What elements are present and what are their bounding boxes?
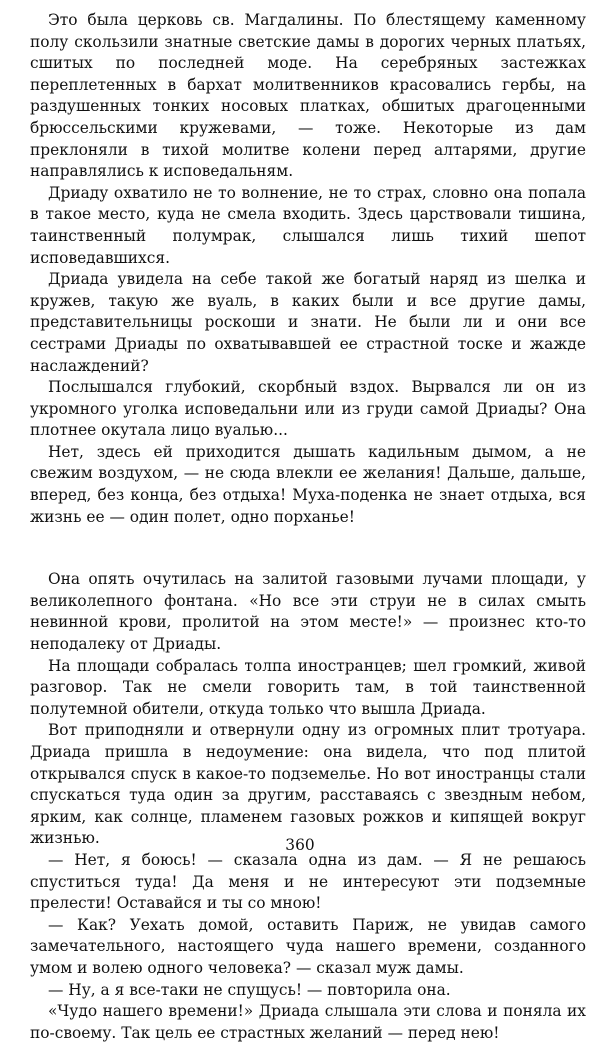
paragraph: Нет, здесь ей приходится дышать кадильным дымом, а не свежим воздухом, — не сюда влекли ее желания! Дальше, дальше, вперед, без конца, без отдыха! Муха-поденка не знает отдыха, вся жизнь ее — один полет, одно порханье! — [30, 442, 586, 526]
page-text — [30, 10, 586, 1044]
paragraph: — Как? Уехать домой, оставить Париж, не увидав самого замечательного, настоящего чуда нашего времени, созданного умом и волею одного человека? — сказал муж дамы. — [30, 915, 586, 977]
paragraph: «Чудо нашего времени!» Дриада слышала эти слова и поняла их по-своему. Так цель ее страстных желаний — перед нею! — [30, 1002, 586, 1042]
section-break — [30, 528, 586, 569]
paragraph: Послышался глубокий, скорбный вздох. Вырвался ли он из укромного уголка исповедальни или из груди самой Дриады? Она плотнее окутала лицо вуалью... — [30, 378, 586, 440]
paragraph: Дриада увидела на себе такой же богатый наряд из шелка и кружев, такую же вуаль, в каких были и все другие дамы, представительницы роскоши и знати. Не были ли и они все сестрами Дриады по охватывавшей ее страстной тоске и жажде наслаждений? — [30, 270, 586, 375]
paragraph: — Ну, а я все-таки не спущусь! — повторила она. — [48, 980, 451, 999]
paragraph: Вот приподняли и отвернули одну из огромных плит тротуара. Дриада пришла в недоумение: она видела, что под плитой открывался спуск в какое-то подземелье. Но вот иностранцы стали спускаться туда один за другим, расставаясь с звездным небом, ярким, как солнце, пламенем газовых рожков и кипящей вокруг жизнью. — [30, 721, 586, 848]
section-2 — [30, 569, 586, 1044]
page-number: 360 — [285, 836, 315, 854]
section-1 — [30, 10, 586, 528]
paragraph: Это была церковь св. Магдалины. По блестящему каменному полу скользили знатные светские дамы в дорогих черных платьях, сшитых по последней моде. На серебряных застежках переплетенных в бархат молитвенников красовались гербы, на раздушенных тонких носовых платках, обшитых драгоценными брюссельскими кружевами, — тоже. Некоторые из дам преклоняли в тихой молитве колени перед алтарями, другие направлялись к исповедальням. — [30, 11, 586, 181]
paragraph: Она опять очутилась на залитой газовыми лучами площади, у великолепного фонтана. «Но все эти струи не в силах смыть невинной крови, пролитой на этом месте!» — произнес кто-то неподалеку от Дриады. — [30, 570, 586, 654]
paragraph: На площади собралась толпа иностранцев; шел громкий, живой разговор. Так не смели говорить там, в той таинственной полутемной обители, откуда только что вышла Дриада. — [30, 656, 586, 718]
paragraph: Дриаду охватило не то волнение, не то страх, словно она попала в такое место, куда не смела входить. Здесь царствовали тишина, таинственный полумрак, слышался лишь тихий шепот исповедавшихся. — [30, 183, 586, 267]
paragraph: — Нет, я боюсь! — сказала одна из дам. — Я не решаюсь спуститься туда! Да меня и не интересуют эти подземные прелести! Оставайся и ты со мною! — [30, 850, 586, 913]
